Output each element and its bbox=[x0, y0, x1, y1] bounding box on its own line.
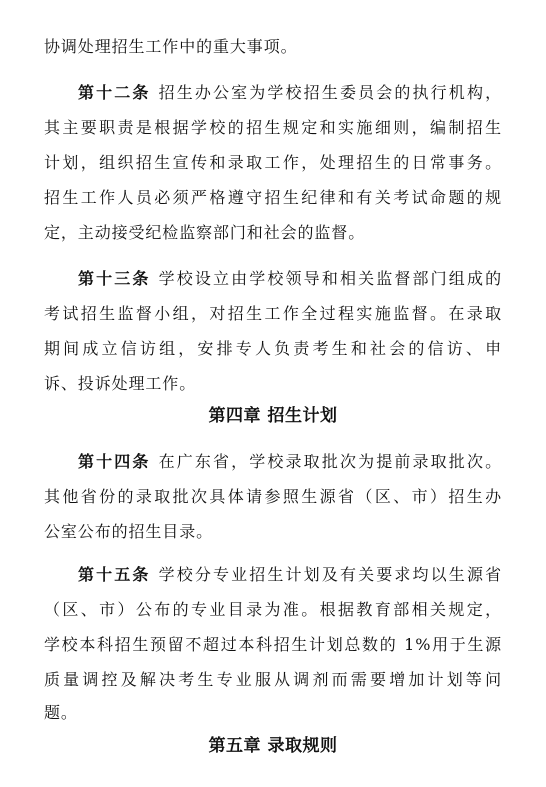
article-13-line: 诉、投诉处理工作。 bbox=[44, 374, 197, 393]
article-13-first-line bbox=[78, 268, 502, 290]
article-text: 招生办公室为学校招生委员会的执行机构， bbox=[158, 83, 502, 102]
article-12-line: 招生工作人员必须严格遵守招生纪律和有关考试命题的规 bbox=[44, 188, 502, 207]
chapter-heading-4: 第四章 招生计划 bbox=[208, 406, 338, 426]
article-12-first-line bbox=[78, 82, 502, 104]
article-15-line: 学校本科招生预留不超过本科招生计划总数的 1%用于生源 bbox=[44, 635, 502, 654]
article-14-line: 公室公布的招生目录。 bbox=[44, 522, 214, 541]
article-14-first-line bbox=[78, 451, 502, 473]
chapter-heading-5: 第五章 录取规则 bbox=[208, 736, 338, 756]
article-15-line: 题。 bbox=[44, 703, 78, 722]
article-text: 在广东省，学校录取批次为提前录取批次。 bbox=[158, 452, 502, 471]
article-12-line: 定，主动接受纪检监察部门和社会的监督。 bbox=[44, 223, 366, 242]
intro-line: 协调处理招生工作中的重大事项。 bbox=[44, 37, 298, 56]
article-12-line: 计划，组织招生宣传和录取工作，处理招生的日常事务。 bbox=[44, 153, 502, 172]
article-text: 学校设立由学校领导和相关监督部门组成的 bbox=[158, 269, 502, 288]
article-15-line: （区、市）公布的专业目录为准。根据教育部相关规定， bbox=[44, 600, 502, 619]
article-13-line: 考试招生监督小组，对招生工作全过程实施监督。在录取 bbox=[44, 304, 502, 323]
article-15-line: 质量调控及解决考生专业服从调剂而需要增加计划等问 bbox=[44, 670, 502, 689]
article-text: 学校分专业招生计划及有关要求均以生源省 bbox=[158, 565, 502, 584]
article-13-line: 期间成立信访组，安排专人负责考生和社会的信访、申 bbox=[44, 339, 502, 358]
article-12-line: 其主要职责是根据学校的招生规定和实施细则，编制招生 bbox=[44, 118, 502, 137]
article-15-first-line bbox=[78, 564, 502, 586]
article-number: 第十二条 bbox=[78, 83, 151, 102]
article-number: 第十三条 bbox=[78, 269, 151, 288]
article-number: 第十四条 bbox=[78, 452, 151, 471]
article-number: 第十五条 bbox=[78, 565, 151, 584]
article-14-line: 其他省份的录取批次具体请参照生源省（区、市）招生办 bbox=[44, 487, 502, 506]
